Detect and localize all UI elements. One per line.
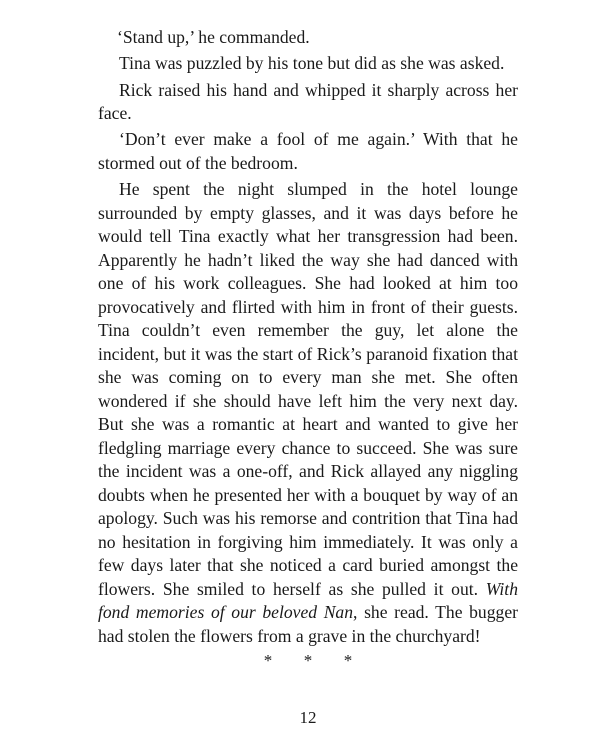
section-break <box>98 651 518 671</box>
text-segment: He spent the night slumped in the hotel lounge surrounded by empty glasses, and it was days before he would tell Tina exactly what her transgression had been. Apparently he hadn’t liked the way she had danced with one of his work colleagues. She had looked at him too provocatively and flirted with him in front of their guests. Tina couldn’t even remember the guy, let alone the incident, but it was the start of Rick’s paranoid fixation that she was coming on to every man she met. She often wondered if she should have left him the very next day. But she was a romantic at heart and wanted to give her fledgling marriage every chance to succeed. She was sure the incident was a one-off, and Rick allayed any niggling doubts when he presented her with a bouquet by way of an apology. Such was his remorse and contrition that Tina had no hesitation in forgiving him immediately. It was only a few days later that she noticed a card buried amongst the flowers. She smiled to herself as she pulled it out. <box>98 179 518 599</box>
text-segment: , she read. The bugger had stolen the flowers from a grave in the churchyard! <box>98 602 518 646</box>
paragraph <box>98 52 518 76</box>
paragraph <box>98 26 518 50</box>
body-text <box>98 26 518 651</box>
section-break-star: * <box>303 651 313 670</box>
page-number: 12 <box>299 708 317 727</box>
card-inscription: With fond memories of our beloved Nan <box>98 578 518 623</box>
text-segment: ‘Stand up,’ he commanded. <box>117 27 310 47</box>
section-break-star: * <box>343 651 353 670</box>
text-segment: Rick raised his hand and whipped it sharply across her face. <box>98 79 518 124</box>
text-segment: ‘Don’t ever make a fool of me again.’ With that he stormed out of the bedroom. <box>98 129 518 173</box>
paragraph <box>98 128 518 175</box>
section-break-star: * <box>263 651 273 670</box>
paragraph <box>98 178 518 648</box>
paragraph <box>98 79 518 126</box>
text-segment: Tina was puzzled by his tone but did as she was asked. <box>119 53 505 74</box>
